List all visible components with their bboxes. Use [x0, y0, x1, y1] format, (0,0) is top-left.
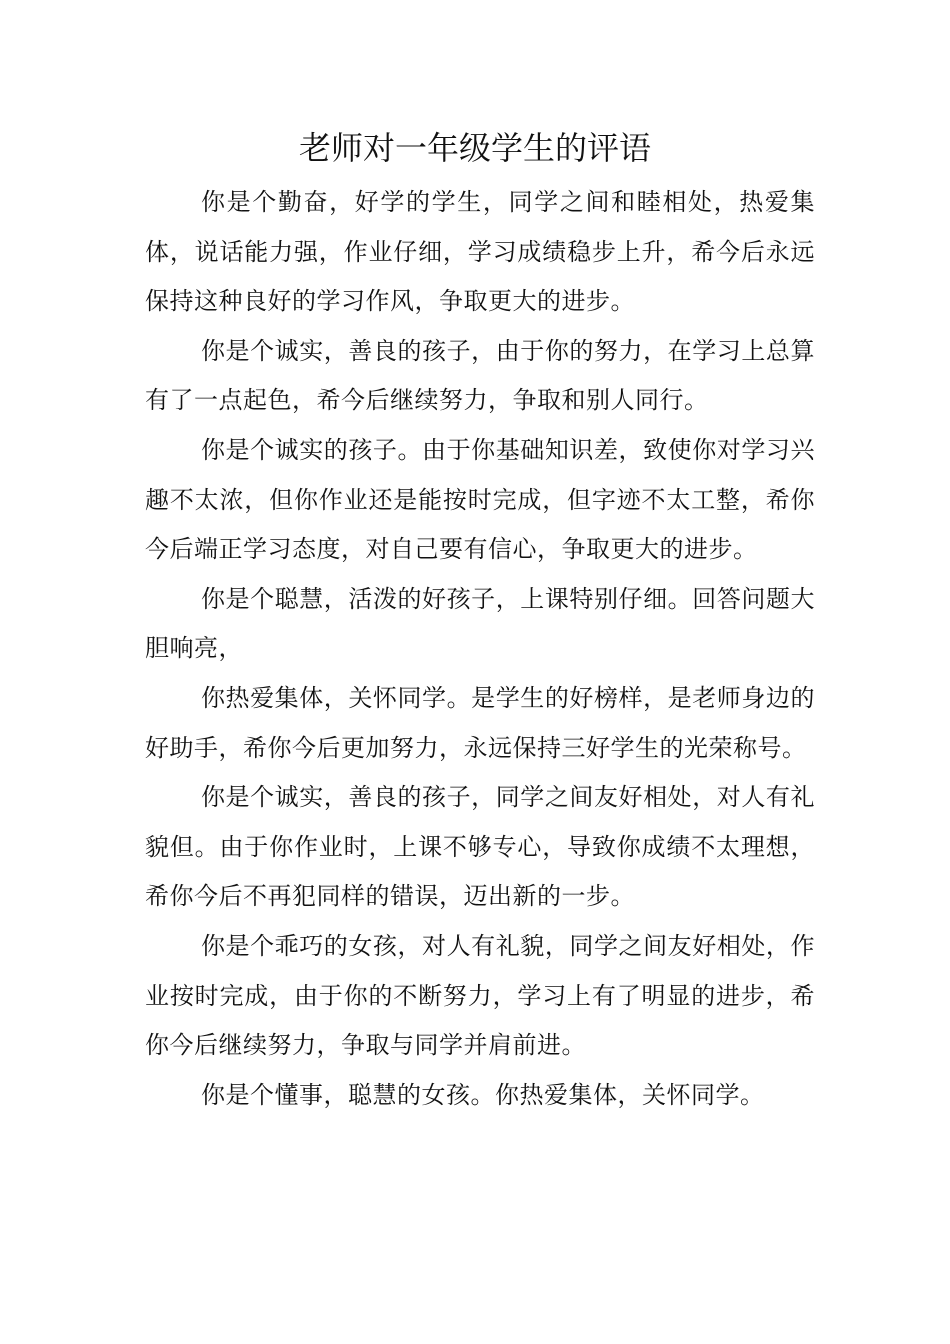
paragraph-8: 你是个懂事，聪慧的女孩。你热爱集体，关怀同学。	[201, 1080, 765, 1109]
paragraph-3: 你是个诚实的孩子。由于你基础知识差，致使你对学习兴趣不太浓，但你作业还是能按时完成，但字迹不太工整，希你今后端正学习态度，对自己要有信心，争取更大的进步。	[145, 435, 815, 564]
paragraph-7: 你是个乖巧的女孩，对人有礼貌，同学之间友好相处，作业按时完成，由于你的不断努力，学习上有了明显的进步，希你今后继续努力，争取与同学并肩前进。	[145, 931, 815, 1060]
paragraph-6: 你是个诚实，善良的孩子，同学之间友好相处，对人有礼貌但。由于你作业时，上课不够专心，导致你成绩不太理想，希你今后不再犯同样的错误，迈出新的一步。	[145, 783, 815, 911]
document-title: 老师对一年级学生的评语	[298, 129, 651, 167]
paragraph-1: 你是个勤奋，好学的学生，同学之间和睦相处，热爱集体，说话能力强，作业仔细，学习成绩稳步上升，希今后永远保持这种良好的学习作风，争取更大的进步。	[145, 188, 815, 316]
document-body	[145, 178, 815, 1120]
paragraph-5: 你热爱集体，关怀同学。是学生的好榜样，是老师身边的好助手，希你今后更加努力，永远保持三好学生的光荣称号。	[145, 683, 815, 762]
paragraph-4: 你是个聪慧，活泼的好孩子，上课特别仔细。回答问题大胆响亮，	[145, 584, 815, 663]
paragraph-2: 你是个诚实，善良的孩子，由于你的努力，在学习上总算有了一点起色，希今后继续努力，争取和别人同行。	[145, 336, 815, 415]
